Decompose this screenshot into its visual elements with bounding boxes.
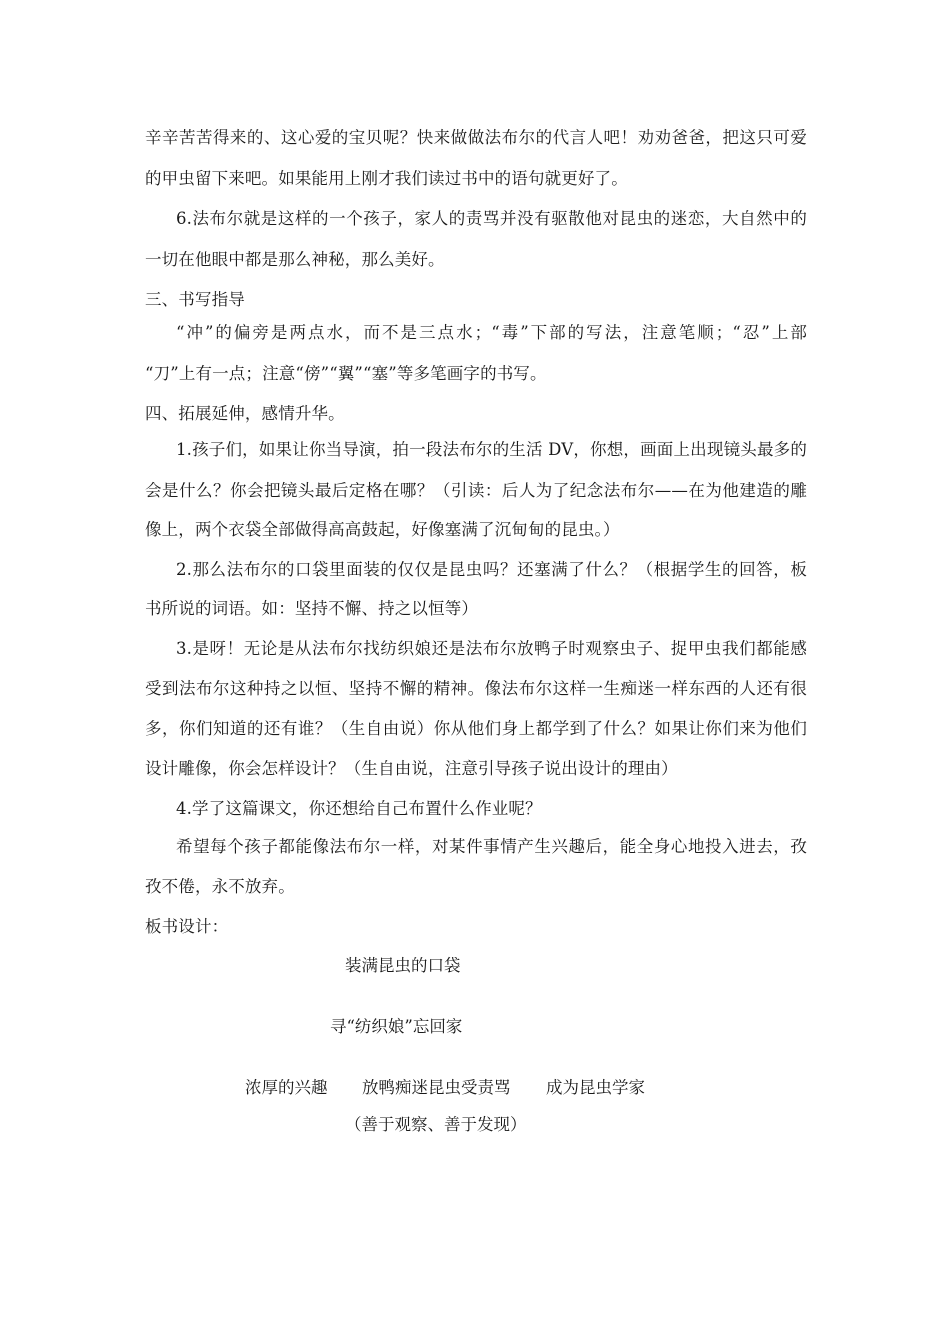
board-item: 放鸭痴迷昆虫受责骂	[362, 1078, 511, 1097]
board-note: （善于观察、善于发现）	[345, 1115, 527, 1134]
board-item: 成为昆虫学家	[546, 1078, 645, 1097]
paragraph-line: 像上，两个衣袋全部做得高高鼓起，好像塞满了沉甸甸的昆虫。）	[145, 520, 620, 539]
paragraph-line: 3.是呀！无论是从法布尔找纺织娘还是法布尔放鸭子时观察虫子、捉甲虫我们都能感	[176, 639, 807, 658]
board-line: 寻“纺织娘”忘回家	[330, 1017, 463, 1036]
paragraph-line: 2.那么法布尔的口袋里面装的仅仅是昆虫吗？还塞满了什么？（根据学生的回答，板	[176, 560, 807, 579]
paragraph-line: 孜不倦，永不放弃。	[145, 877, 295, 896]
paragraph-line: 4.学了这篇课文，你还想给自己布置什么作业呢？	[176, 799, 542, 818]
paragraph-line: 希望每个孩子都能像法布尔一样，对某件事情产生兴趣后，能全身心地投入进去，孜	[176, 837, 807, 856]
paragraph-line: 设计雕像，你会怎样设计？（生自由说，注意引导孩子说出设计的理由）	[145, 759, 678, 778]
paragraph-line: 受到法布尔这种持之以恒、坚持不懈的精神。像法布尔这样一生痴迷一样东西的人还有很	[145, 679, 807, 698]
section-heading: 三、书写指导	[145, 290, 245, 309]
section-heading: 四、拓展延伸，感情升华。	[145, 404, 345, 423]
paragraph-line: 会是什么？你会把镜头最后定格在哪？（引读：后人为了纪念法布尔——在为他建造的雕	[145, 481, 807, 500]
section-heading: 板书设计：	[145, 917, 229, 936]
paragraph-line: 的甲虫留下来吧。如果能用上刚才我们读过书中的语句就更好了。	[145, 169, 628, 188]
paragraph-line: “刀”上有一点；注意“傍”“翼”“塞”等多笔画字的书写。	[145, 364, 547, 383]
paragraph-line: 书所说的词语。如：坚持不懈、持之以恒等）	[145, 599, 478, 618]
paragraph-line: 6.法布尔就是这样的一个孩子，家人的责骂并没有驱散他对昆虫的迷恋，大自然中的	[176, 209, 807, 228]
board-item: 浓厚的兴趣	[245, 1078, 328, 1097]
board-title: 装满昆虫的口袋	[345, 956, 461, 975]
paragraph-line: “冲”的偏旁是两点水，而不是三点水；“毒”下部的写法，注意笔顺；“忍”上部	[176, 323, 807, 342]
paragraph-line: 辛辛苦苦得来的、这心爱的宝贝呢？快来做做法布尔的代言人吧！劝劝爸爸，把这只可爱	[145, 128, 807, 147]
paragraph-line: 一切在他眼中都是那么神秘，那么美好。	[145, 250, 445, 269]
paragraph-line: 多，你们知道的还有谁？（生自由说）你从他们身上都学到了什么？如果让你们来为他们	[145, 719, 807, 738]
paragraph-line: 1.孩子们，如果让你当导演，拍一段法布尔的生活 DV，你想，画面上出现镜头最多的	[176, 440, 807, 459]
